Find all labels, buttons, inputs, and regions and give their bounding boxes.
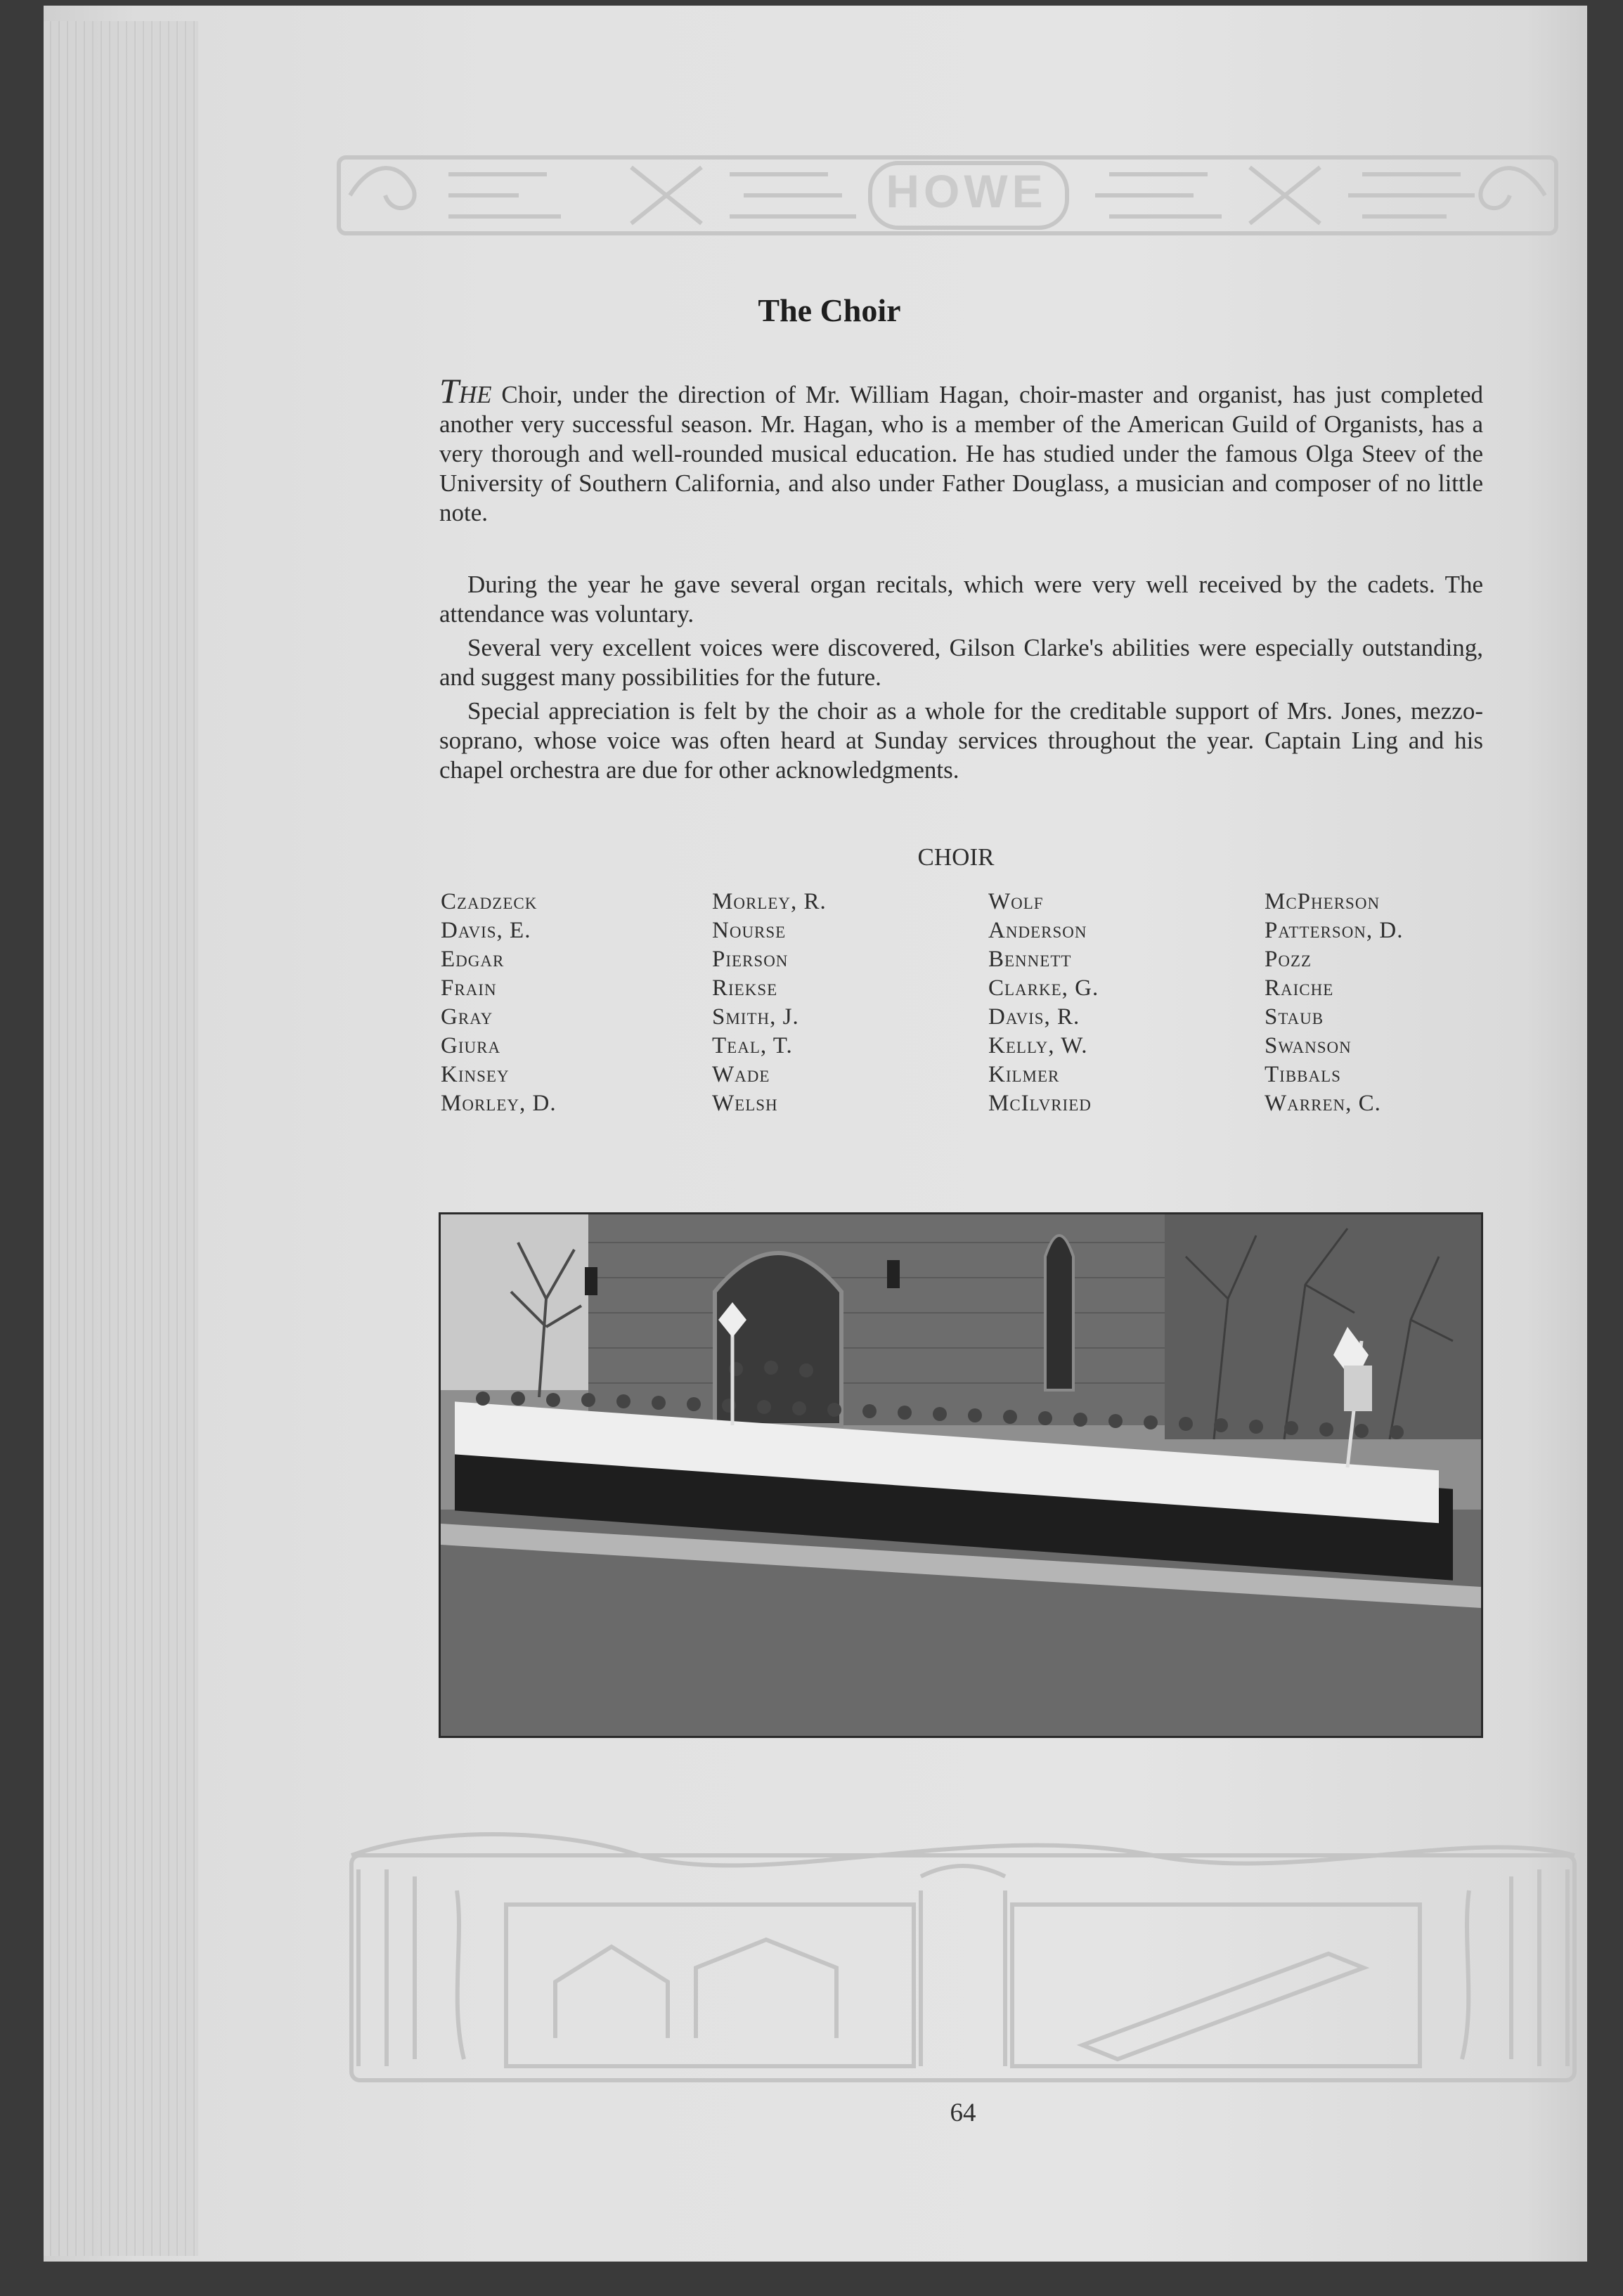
choir-member: Edgar xyxy=(441,947,505,972)
page-number: 64 xyxy=(950,2099,976,2127)
choir-member: Staub xyxy=(1265,1004,1324,1030)
choir-member: Davis, R. xyxy=(988,1004,1080,1030)
choir-roster-heading: CHOIR xyxy=(917,843,995,871)
choir-member: Morley, R. xyxy=(712,889,827,914)
paragraph-4-text: Special appreciation is felt by the choir as a whole for the creditable support of Mrs. Jones, mezzo-soprano, whose voice was often heard at Sunday services throughout the year. Captain Ling and his chapel orchestra are due for other acknowledgments. xyxy=(439,697,1483,784)
choir-member: Pierson xyxy=(712,947,789,972)
choir-member: McPherson xyxy=(1265,889,1380,914)
choir-member: Swanson xyxy=(1265,1033,1352,1058)
page-edges xyxy=(44,21,198,2256)
choir-member: McIlvried xyxy=(988,1091,1092,1116)
header-word: HOWE xyxy=(886,165,1047,217)
choir-member: Anderson xyxy=(988,918,1087,943)
choir-column-4 xyxy=(1265,888,1532,1118)
choir-column-3 xyxy=(988,888,1255,1118)
choir-member: Wolf xyxy=(988,889,1044,914)
choir-member: Kilmer xyxy=(988,1062,1060,1087)
paragraph-4 xyxy=(439,696,1483,785)
choir-member: Tibbals xyxy=(1265,1062,1341,1087)
paragraph-2-text: During the year he gave several organ recitals, which were very well received by the cadets. The attendance was voluntary. xyxy=(439,571,1483,628)
footer-ornament xyxy=(344,1827,1582,2087)
choir-photograph xyxy=(439,1212,1483,1738)
choir-member: Riekse xyxy=(712,975,778,1001)
choir-member: Warren, C. xyxy=(1265,1091,1381,1116)
paragraph-2 xyxy=(439,570,1483,629)
choir-member: Frain xyxy=(441,975,497,1001)
paragraph-1 xyxy=(439,371,1483,528)
choir-member: Czadzeck xyxy=(441,889,538,914)
choir-member: Pozz xyxy=(1265,947,1312,972)
choir-member: Giura xyxy=(441,1033,501,1058)
choir-member: Bennett xyxy=(988,947,1072,972)
choir-member: Teal, T. xyxy=(712,1033,793,1058)
paragraph-3 xyxy=(439,633,1483,692)
choir-member: Kinsey xyxy=(441,1062,510,1087)
choir-member: Clarke, G. xyxy=(988,975,1099,1001)
choir-column-1 xyxy=(441,888,708,1118)
paragraph-lead: HE xyxy=(458,381,492,408)
choir-column-2 xyxy=(712,888,979,1118)
paragraph-3-text: Several very excellent voices were discovered, Gilson Clarke's abilities were especially outstanding, and suggest many possibilities for the future. xyxy=(439,634,1483,691)
paragraph-1-text: Choir, under the direction of Mr. William Hagan, choir-master and organist, has just completed another very successful season. Mr. Hagan, who is a member of the American Guild of Organists, has a very thorough and well-rounded musical education. He has studied under the famous Olga Steev of the University of Southern California, and also under Father Douglass, a musician and composer of no little note. xyxy=(439,381,1483,526)
choir-member: Kelly, W. xyxy=(988,1033,1088,1058)
choir-member: Welsh xyxy=(712,1091,778,1116)
choir-member: Gray xyxy=(441,1004,493,1030)
choir-member: Wade xyxy=(712,1062,770,1087)
choir-member: Davis, E. xyxy=(441,918,531,943)
choir-member: Raiche xyxy=(1265,975,1334,1001)
page-title: The Choir xyxy=(758,292,901,328)
choir-member: Smith, J. xyxy=(712,1004,799,1030)
drop-cap: T xyxy=(439,371,459,410)
choir-member: Morley, D. xyxy=(441,1091,557,1116)
choir-member: Patterson, D. xyxy=(1265,918,1404,943)
choir-member: Nourse xyxy=(712,918,787,943)
